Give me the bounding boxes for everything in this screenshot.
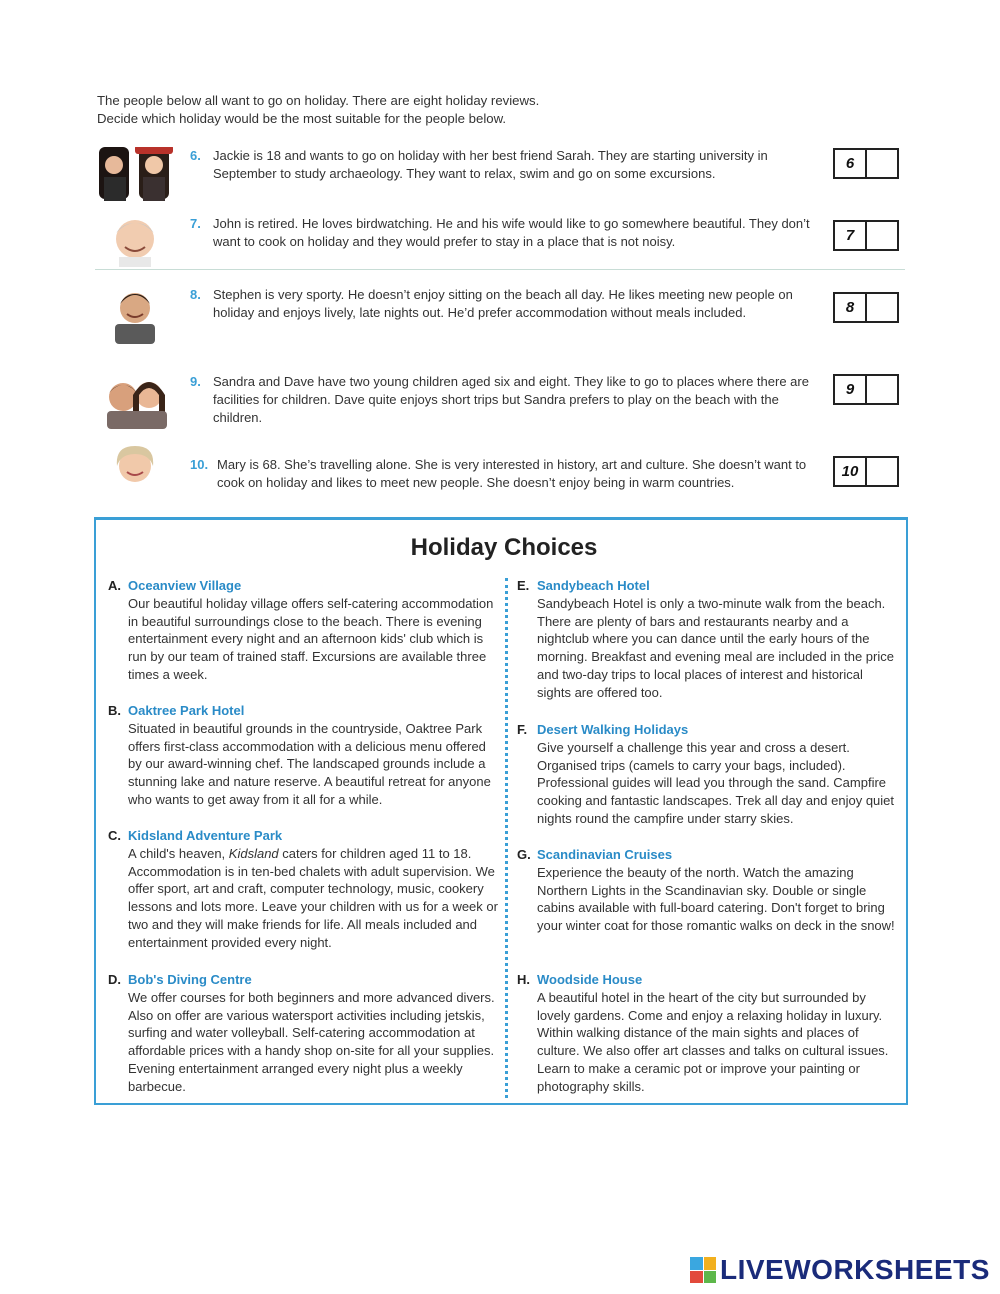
liveworksheets-logo: [690, 1255, 990, 1285]
older-man-photo-icon: [95, 215, 175, 267]
choice-letter: H.: [517, 972, 530, 987]
question-text: Jackie is 18 and wants to go on holiday with her best friend Sarah. They are starting university in September to study archaeology. They want to relax, swim and go on some excursions.: [213, 148, 768, 181]
question-text: John is retired. He loves birdwatching. He and his wife would like to go somewhere beautiful. They don’t want to cook on holiday and they would prefer to stay in a place that is not noisy.: [213, 216, 810, 249]
question-number: 10.: [190, 457, 209, 472]
choice-letter: G.: [517, 847, 531, 862]
choice-name: Kidsland Adventure Park: [128, 828, 283, 843]
choice-description: Situated in beautiful grounds in the countryside, Oaktree Park offers first-class accommodation with a delicious menu offered by our award-winning chef. The landscaped grounds include a stunning lake and nature reserve. A beautiful retreat for anyone who wants to get away from it all for a while.: [128, 720, 491, 807]
choice-name: Bob's Diving Centre: [128, 972, 252, 987]
question-number: 8.: [190, 287, 201, 302]
choice-name: Desert Walking Holidays: [537, 722, 689, 737]
divider-line: [95, 269, 905, 270]
question-text: Sandra and Dave have two young children aged six and eight. They like to go to places where there are facilities for children. Dave quite enjoys short trips but Sandra prefers to play on the beach with the children.: [213, 374, 809, 425]
choice-e: [517, 577, 897, 702]
question-10: [95, 456, 905, 498]
older-woman-photo-icon: [95, 442, 175, 486]
choice-letter: D.: [108, 972, 121, 987]
choice-letter: E.: [517, 578, 530, 593]
answer-box-label: 6: [835, 150, 867, 177]
question-text: Stephen is very sporty. He doesn’t enjoy sitting on the beach all day. He likes meeting new people on holiday and enjoys lively, late nights out. He’d prefer accommodation without meals included.: [213, 287, 793, 320]
choice-name: Scandinavian Cruises: [537, 847, 673, 862]
choice-f: [517, 721, 897, 828]
question-number: 9.: [190, 374, 201, 389]
choice-description: A child's heaven, Kidsland caters for children aged 11 to 18. Accommodation is in ten-bed chalets with adult supervision. We offer sport, art and craft, computer technology, music, cookery lessons and lots more. Leave your children with us for a week or two and they will make friends for life. All meals included and entertainment provided every night.: [128, 845, 498, 950]
column-divider: [505, 578, 508, 1098]
choice-h: [517, 971, 902, 1096]
choice-b: [108, 702, 498, 809]
choice-a: [108, 577, 498, 684]
answer-box[interactable]: [833, 374, 899, 405]
question-text: Mary is 68. She’s travelling alone. She is very interested in history, art and culture. She doesn’t want to cook on holiday and likes to meet new people. She doesn’t enjoy being in warm countries.: [217, 457, 807, 490]
answer-box[interactable]: [833, 292, 899, 323]
choice-description: Our beautiful holiday village offers self-catering accommodation in beautiful surroundings close to the beach. There is evening entertainment every night and an afternoon kids' club which is run by our team of trained staff. Excursions are available three times a week.: [128, 595, 494, 682]
choice-description: A beautiful hotel in the heart of the city but surrounded by lovely gardens. Come and enjoy a relaxing holiday in luxury. Within walking distance of the main sights and places of culture. We also offer art classes and talks on cultural issues. Learn to make a ceramic pot or improve your painting or photography skills.: [537, 989, 889, 1094]
choice-name: Woodside House: [537, 972, 643, 987]
holiday-choices-panel: [94, 517, 908, 1105]
two-girls-photo-icon: [95, 147, 175, 202]
answer-input[interactable]: [867, 150, 897, 177]
question-number: 6.: [190, 148, 201, 163]
answer-input[interactable]: [867, 376, 897, 403]
instructions-line-2: Decide which holiday would be the most suitable for the people below.: [97, 111, 507, 126]
couple-photo-icon: [95, 373, 175, 429]
answer-input[interactable]: [867, 294, 897, 321]
brand-name: LIVEWORKSHEETS: [720, 1254, 990, 1285]
question-6: [95, 147, 905, 202]
liveworksheets-logo-icon: [690, 1257, 716, 1283]
choice-name: Oceanview Village: [128, 578, 242, 593]
choice-letter: B.: [108, 703, 121, 718]
answer-box[interactable]: [833, 220, 899, 251]
choice-description: Give yourself a challenge this year and cross a desert. Organised trips (camels to carry your bags, included). Professional guides will lead you through the sand. Campfire cooking and fantastic landscapes. Trek all day and enjoy quiet nights round the campfire under starry skies.: [537, 739, 895, 826]
answer-box-label: 10: [835, 458, 867, 485]
answer-box[interactable]: [833, 148, 899, 179]
choice-c: [108, 827, 498, 952]
question-7: [95, 215, 905, 270]
choice-letter: F.: [517, 722, 528, 737]
instructions-line-1: The people below all want to go on holiday. There are eight holiday reviews.: [97, 93, 540, 108]
choice-name: Oaktree Park Hotel: [128, 703, 245, 718]
choice-letter: A.: [108, 578, 121, 593]
answer-box-label: 8: [835, 294, 867, 321]
answer-input[interactable]: [867, 458, 897, 485]
answer-box-label: 7: [835, 222, 867, 249]
question-8: [95, 286, 905, 346]
choice-d: [108, 971, 498, 1096]
answer-box-label: 9: [835, 376, 867, 403]
choice-description: Experience the beauty of the north. Watch the amazing Northern Lights in the Scandinavian sky. Double or single cabins available with full-board catering. Don't forget to bring your winter coat for those romantic walks on deck in the snow!: [537, 864, 895, 934]
choice-description: Sandybeach Hotel is only a two-minute walk from the beach. There are plenty of bars and restaurants nearby and a nightclub where you can dance until the early hours of the morning. Breakfast and evening meal are included in the price and two-day trips to local places of interest and historical sights are offered too.: [537, 595, 894, 700]
answer-input[interactable]: [867, 222, 897, 249]
question-9: [95, 373, 905, 433]
choice-name: Sandybeach Hotel: [537, 578, 650, 593]
question-number: 7.: [190, 216, 201, 231]
choice-g: [517, 846, 897, 935]
answer-box[interactable]: [833, 456, 899, 487]
choice-description: We offer courses for both beginners and more advanced divers. Also on offer are various watersport activities including jetskis, surfing and water volleyball. Self-catering accommodation at affordable prices with a handy shop on-site for all your supplies. Evening entertainment arranged every night plus a weekly barbecue.: [128, 989, 495, 1094]
young-man-photo-icon: [95, 286, 175, 344]
choice-letter: C.: [108, 828, 121, 843]
panel-title: Holiday Choices: [334, 531, 674, 565]
instructions: [97, 92, 539, 128]
